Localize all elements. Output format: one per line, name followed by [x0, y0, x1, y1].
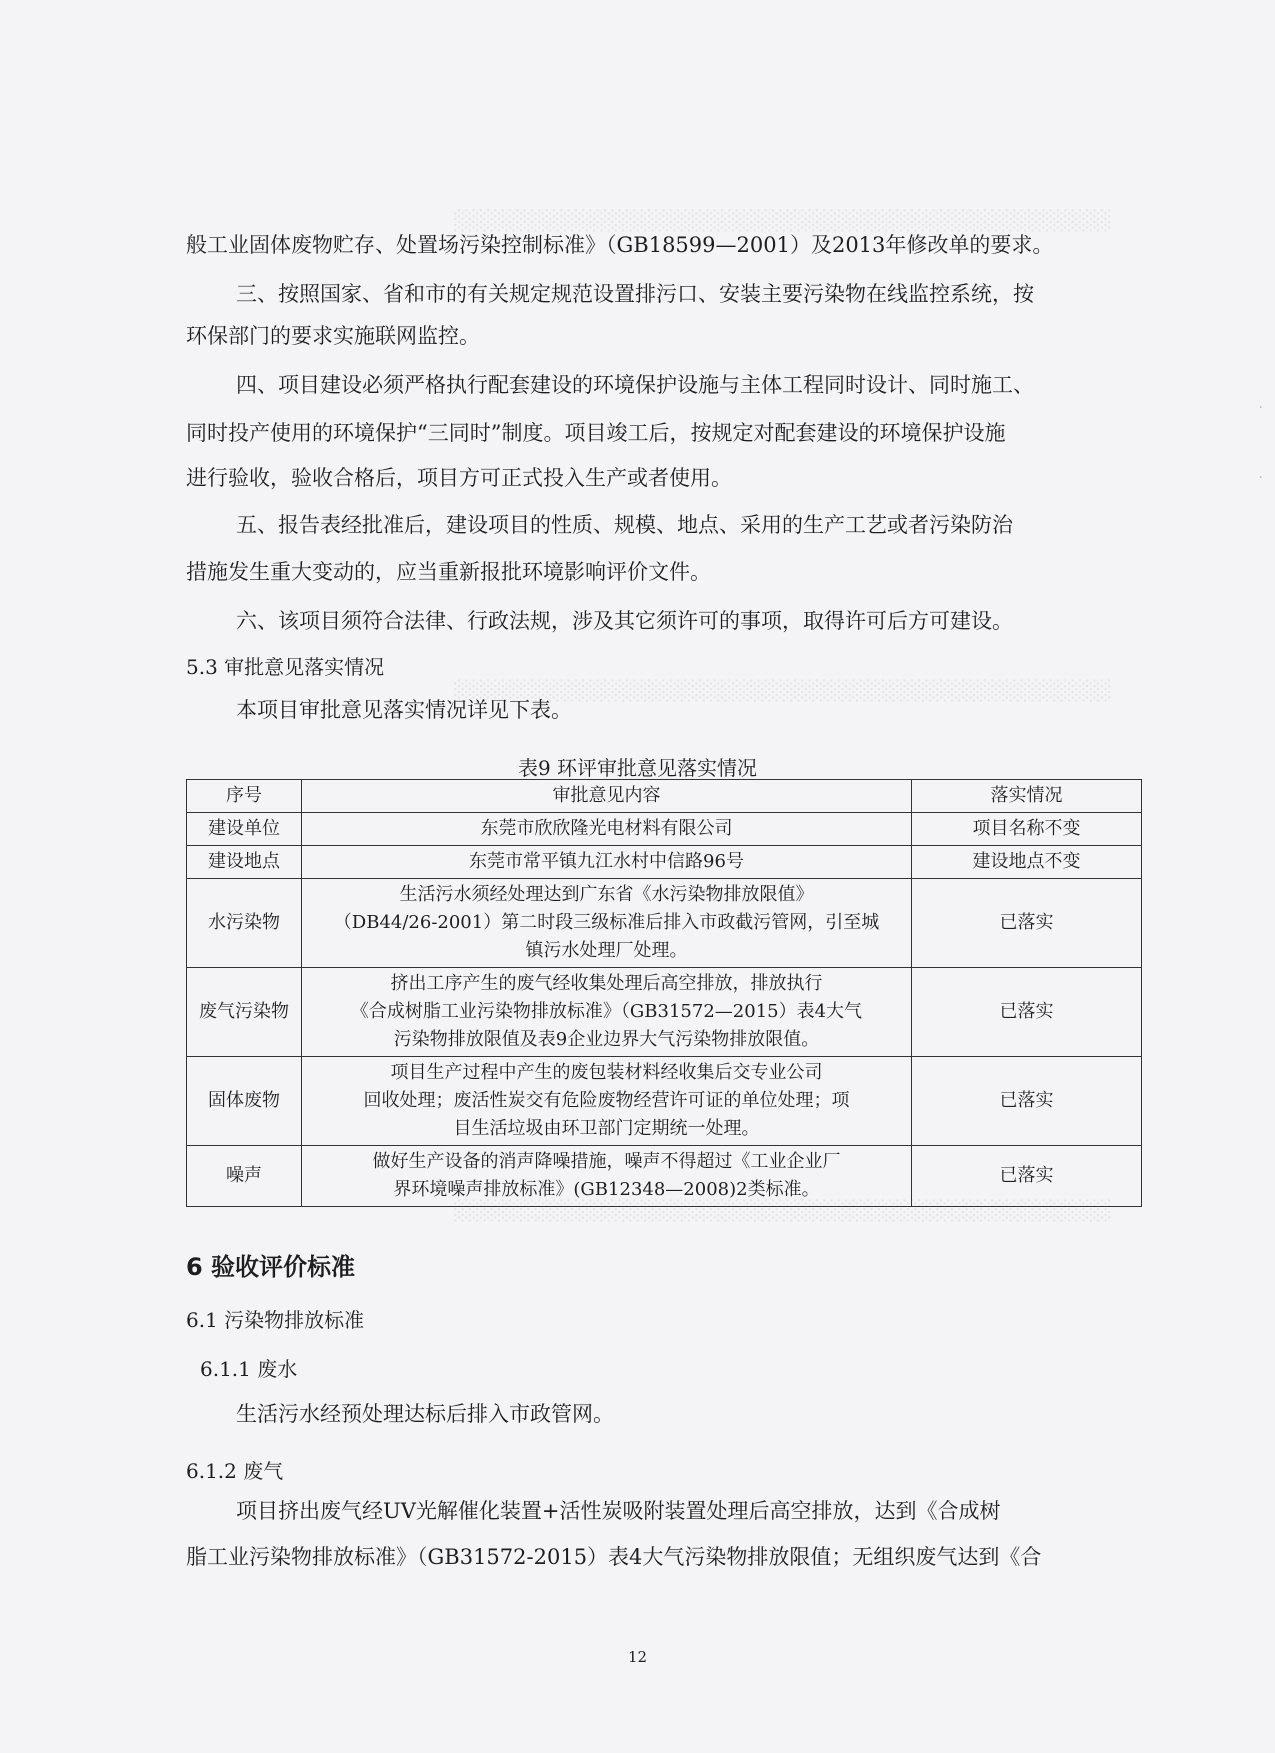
content-line: 项目生产过程中产生的废包装材料经收集后交专业公司	[390, 1062, 823, 1083]
status-cell: 已落实	[912, 1057, 1142, 1146]
content-cell	[302, 879, 912, 968]
table-row	[187, 1057, 1142, 1146]
content-line: 东莞市欣欣隆光电材料有限公司	[480, 818, 733, 839]
subsection-heading: 6.1.1 废水	[200, 1357, 298, 1381]
status-cell: 建设地点不变	[912, 846, 1142, 879]
paragraph-line: 进行验收，验收合格后，项目方可正式投入生产或者使用。	[186, 466, 732, 490]
page-number: 12	[627, 1648, 648, 1666]
status-cell: 已落实	[912, 879, 1142, 968]
paragraph-line: 环保部门的要求实施联网监控。	[186, 324, 480, 348]
content-cell	[302, 1057, 912, 1146]
section-heading: 5.3 审批意见落实情况	[186, 655, 385, 679]
content-line: 做好生产设备的消声降噪措施，噪声不得超过《工业企业厂	[372, 1151, 841, 1172]
item-cell: 水污染物	[187, 879, 302, 968]
table-row	[187, 846, 1142, 879]
scan-edge-mark: ·	[1258, 400, 1263, 416]
content-line: 挤出工序产生的废气经收集处理后高空排放，排放执行	[390, 973, 823, 994]
bleed-through-text: ░░░░░░░░░░░░░░░░░░░░░░░░░░░░░░░░░░░░░░░░░░░░░	[452, 1200, 1110, 1222]
item-cell: 噪声	[187, 1146, 302, 1207]
item-cell: 建设地点	[187, 846, 302, 879]
content-line: 生活污水须经处理达到广东省《水污染物排放限值》	[399, 884, 814, 905]
status-cell: 项目名称不变	[912, 813, 1142, 846]
table-row	[187, 1146, 1142, 1207]
content-cell	[302, 968, 912, 1057]
paragraph-line: 脂工业污染物排放标准》（GB31572-2015）表4大气污染物排放限值；无组织废气达到《合	[186, 1545, 1042, 1569]
bleed-through-text: ░░░░░░░░░░░░░░░░░░░░░░░░░░░░░░░░░░░░░░░░░░░░░	[452, 680, 1110, 702]
paragraph-line: 般工业固体废物贮存、处置场污染控制标准》（GB18599—2001）及2013年修改单的要求。	[186, 233, 1054, 257]
paragraph-line: 五、报告表经批准后，建设项目的性质、规模、地点、采用的生产工艺或者污染防治	[236, 513, 1013, 537]
table-row	[187, 879, 1142, 968]
status-cell: 已落实	[912, 1146, 1142, 1207]
chapter-heading: 6 验收评价标准	[186, 1253, 356, 1281]
header-cell: 序号	[187, 780, 302, 813]
bleed-through-text: ░░░░░░░░░░░░░░░░░░░░░░░░░░░░░░░░░░░░░░░░░░░░░	[452, 210, 1110, 232]
header-cell: 审批意见内容	[302, 780, 912, 813]
content-cell	[302, 846, 912, 879]
content-line: 镇污水处理厂处理。	[525, 940, 688, 961]
content-cell	[302, 1146, 912, 1207]
header-cell: 落实情况	[912, 780, 1142, 813]
content-line: 东莞市常平镇九江水村中信路96号	[469, 851, 744, 872]
section-heading: 6.1 污染物排放标准	[186, 1308, 365, 1332]
paragraph-line: 生活污水经预处理达标后排入市政管网。	[236, 1402, 614, 1426]
content-line: 《合成树脂工业污染物排放标准》（GB31572—2015）表4大气	[350, 1001, 863, 1022]
content-cell	[302, 813, 912, 846]
paragraph-line: 措施发生重大变动的，应当重新报批环境影响评价文件。	[186, 560, 711, 584]
content-line: 回收处理；废活性炭交有危险废物经营许可证的单位处理；项	[363, 1090, 850, 1111]
status-cell: 已落实	[912, 968, 1142, 1057]
paragraph-line: 同时投产使用的环境保护“三同时”制度。项目竣工后，按规定对配套建设的环境保护设施	[186, 421, 1006, 445]
item-cell: 建设单位	[187, 813, 302, 846]
table-header-row	[187, 780, 1142, 813]
approval-table	[186, 779, 1142, 1207]
scan-edge-mark: ·	[1258, 470, 1263, 486]
item-cell: 固体废物	[187, 1057, 302, 1146]
paragraph-line: 六、该项目须符合法律、行政法规，涉及其它须许可的事项，取得许可后方可建设。	[236, 609, 1013, 633]
item-cell: 废气污染物	[187, 968, 302, 1057]
table-row	[187, 813, 1142, 846]
paragraph-line: 四、项目建设必须严格执行配套建设的环境保护设施与主体工程同时设计、同时施工、	[236, 373, 1034, 397]
content-line: 目生活垃圾由环卫部门定期统一处理。	[453, 1118, 760, 1139]
paragraph-line: 三、按照国家、省和市的有关规定规范设置排污口、安装主要污染物在线监控系统，按	[236, 282, 1034, 306]
subsection-heading: 6.1.2 废气	[186, 1459, 284, 1483]
table-caption: 表9 环评审批意见落实情况	[517, 756, 758, 780]
table-row	[187, 968, 1142, 1057]
paragraph-line: 项目挤出废气经UV光解催化装置+活性炭吸附装置处理后高空排放，达到《合成树	[236, 1499, 1001, 1523]
content-line: （DB44/26-2001）第二时段三级标准后排入市政截污管网，引至城	[333, 912, 880, 933]
content-line: 污染物排放限值及表9企业边界大气污染物排放限值。	[393, 1029, 820, 1050]
paragraph-line: 本项目审批意见落实情况详见下表。	[236, 698, 572, 722]
content-line: 界环境噪声排放标准》(GB12348—2008)2类标准。	[393, 1179, 820, 1200]
